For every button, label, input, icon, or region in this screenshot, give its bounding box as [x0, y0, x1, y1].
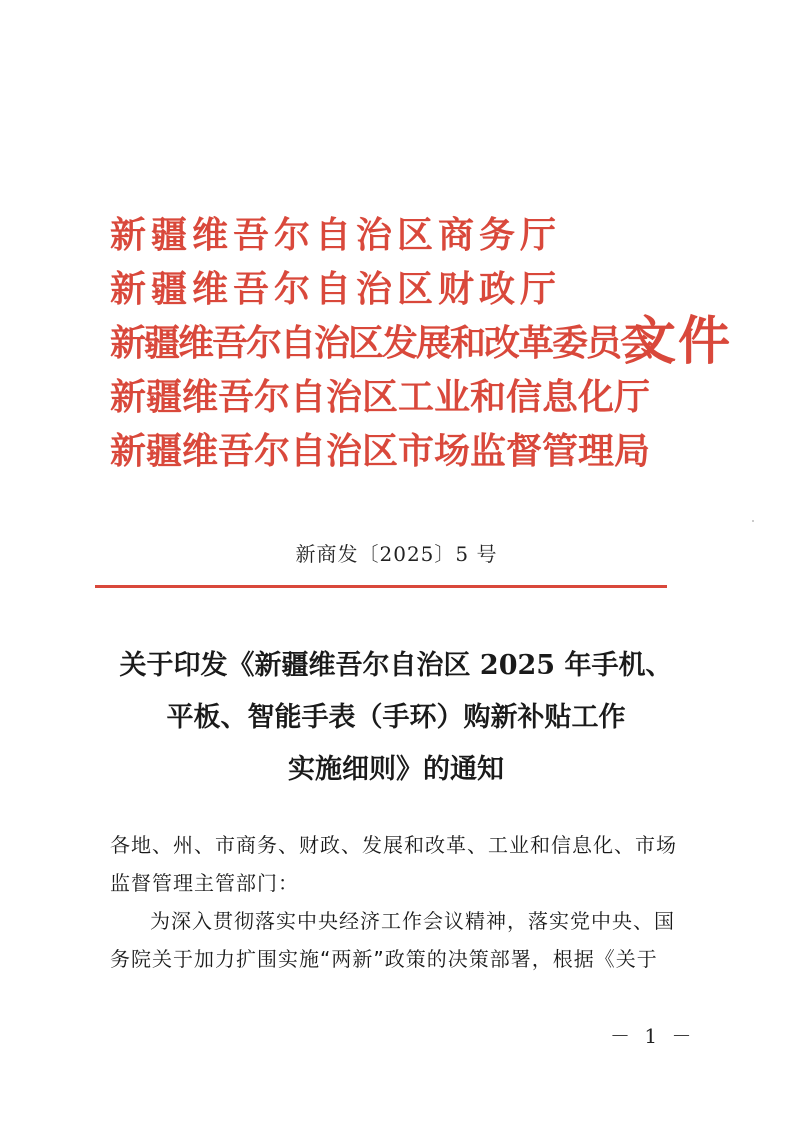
document-title	[90, 640, 702, 796]
red-separator-line	[95, 585, 667, 588]
issuing-authorities	[110, 208, 655, 478]
paragraph-line-1: 为深入贯彻落实中央经济工作会议精神，落实党中央、国	[150, 909, 675, 933]
issuer-commerce-department: 新疆维吾尔自治区商务厅	[110, 214, 562, 256]
addressee-line-1: 各地、州、市商务、财政、发展和改革、工业和信息化、市场	[110, 833, 677, 857]
title-line-1: 关于印发《新疆维吾尔自治区 2025 年手机、	[119, 650, 673, 681]
issuer-finance-department: 新疆维吾尔自治区财政厅	[110, 268, 562, 310]
page-number: － 1 －	[610, 1024, 696, 1048]
scan-speck	[752, 520, 754, 522]
document-label: 文件	[624, 311, 733, 372]
paragraph-line-2: 务院关于加力扩围实施“两新”政策的决策部署，根据《关于	[110, 947, 658, 971]
issuer-development-reform-commission: 新疆维吾尔自治区发展和改革委员会	[110, 322, 655, 364]
document-body	[110, 826, 692, 978]
issuer-industry-it-department: 新疆维吾尔自治区工业和信息化厅	[110, 376, 651, 418]
addressee-line-2: 监督管理主管部门：	[110, 871, 299, 895]
title-line-3: 实施细则》的通知	[288, 754, 504, 785]
title-line-2: 平板、智能手表（手环）购新补贴工作	[166, 702, 626, 733]
document-number: 新商发〔2025〕5 号	[295, 542, 498, 566]
issuer-market-regulation-bureau: 新疆维吾尔自治区市场监督管理局	[110, 430, 651, 472]
